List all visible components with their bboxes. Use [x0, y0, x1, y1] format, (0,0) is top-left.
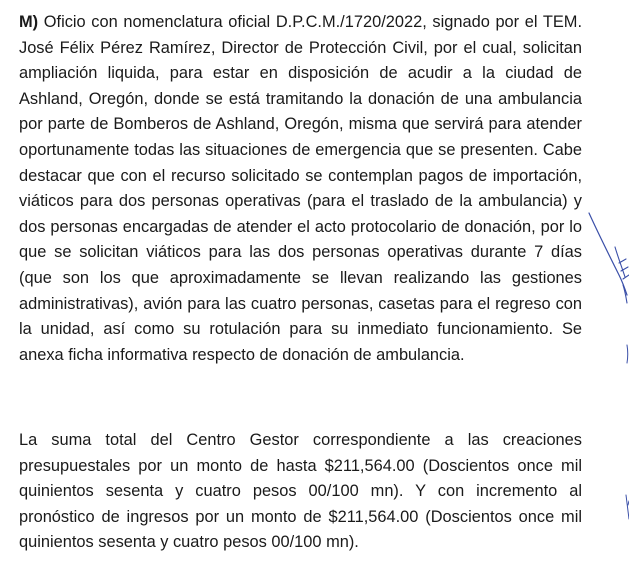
paragraph-budget-total: La suma total del Centro Gestor correspondiente a las creaciones presupuestales por un monto de hasta $211,564.00 (Doscientos once mil quinientos sesenta y cuatro pesos 00/100 mn). Y con incremento al pronóstico de ingresos por un monto de $211,564.00 (Doscientos once mil quinientos sesenta y cuatro pesos 00/100 mn).	[19, 431, 582, 552]
signature-stroke-icon	[585, 205, 629, 545]
paragraph-1-text: Oficio con nomenclatura oficial D.P.C.M./1720/2022, signado por el TEM. José Félix Pérez Ramírez, Director de Protección Civil, por el cual, solicitan ampliación liquida, para estar en disposición de acudir a la ciudad de Ashland, Oregón, donde se está tramitando la donación de una ambulancia por parte de Bomberos de Ashland, Oregón, misma que servirá para atender oportunamente todas las situaciones de emergencia que se presenten. Cabe destacar que con el recurso solicitado se contemplan pagos de importación, viáticos para dos personas operativas (para el traslado de la ambulancia) y dos personas encargadas de atender el acto protocolario de donación, por lo que se solicitan viáticos para las dos personas operativas durante 7 días (que son los que aproximadamente se llevan realizando las gestiones administrativas), avión para las cuatro personas, casetas para el regreso con la unidad, así como su rotulación para su inmediato funcionamiento. Se anexa ficha informativa respecto de donación de ambulancia.	[19, 13, 582, 364]
paragraph-ambulance-donation	[19, 10, 582, 368]
item-label: M)	[19, 13, 39, 31]
